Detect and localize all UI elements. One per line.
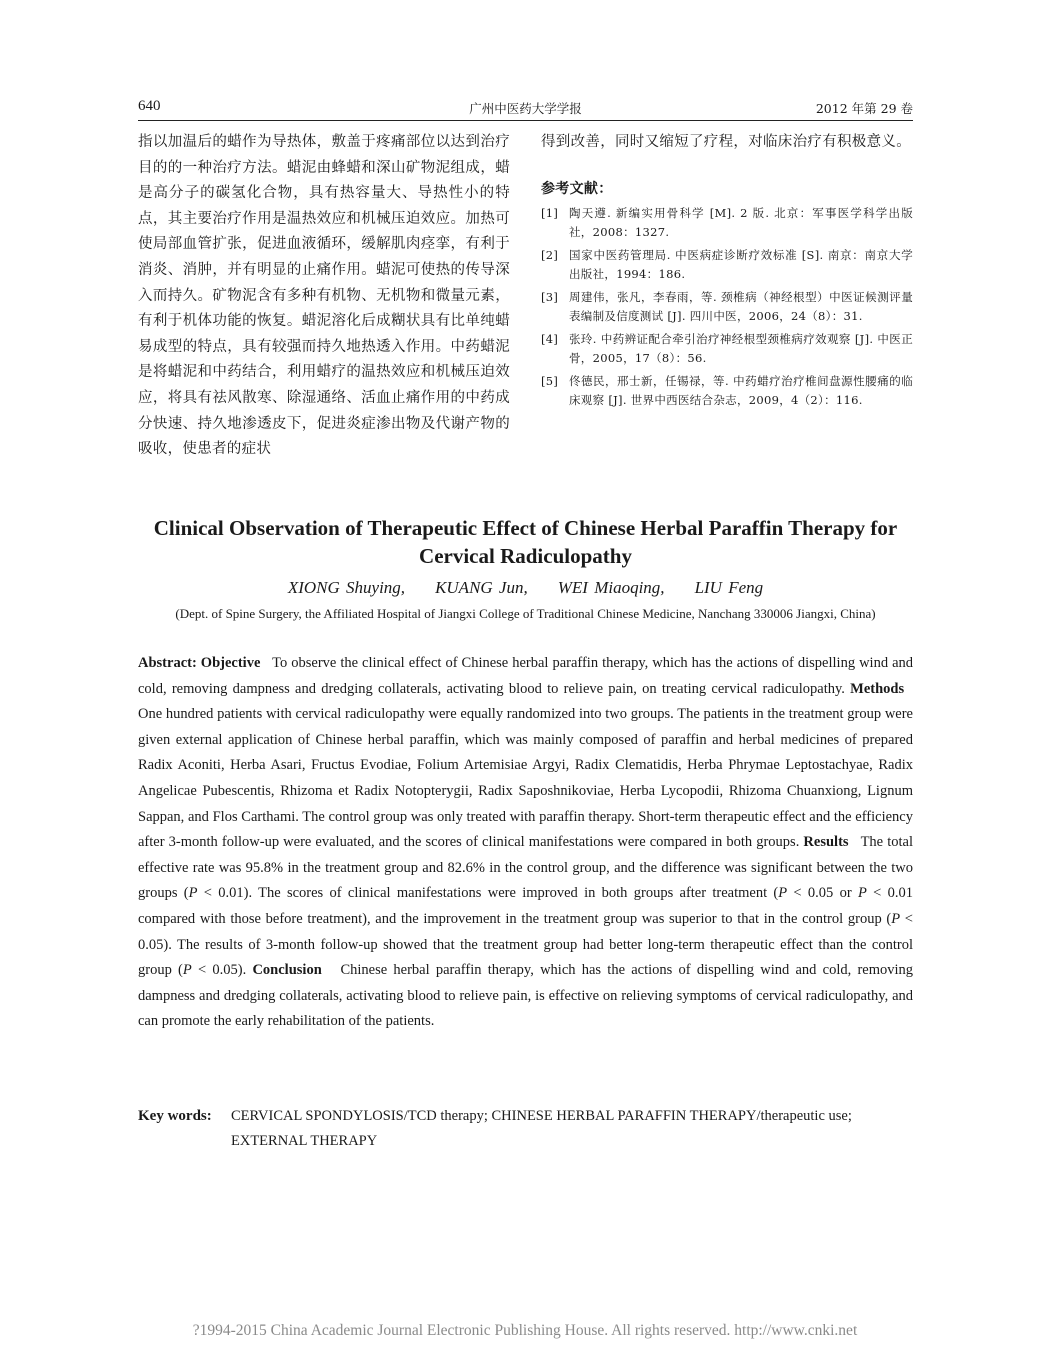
body-paragraph-continued: 得到改善，同时又缩短了疗程，对临床治疗有积极意义。: [541, 134, 911, 150]
reference-text: 张玲. 中药辨证配合牵引治疗神经根型颈椎病疗效观察 [J]. 中医正骨，2005，17（8）：56.: [569, 331, 913, 366]
author-list: [138, 578, 913, 598]
results-text: < 0.05 or: [787, 885, 858, 902]
left-column: [138, 130, 510, 463]
reference-text: 周建伟，张凡，李春雨，等. 颈椎病（神经根型）中医证候测评量表编制及信度测试 [J]. 四川中医，2006，24（8）：31.: [569, 289, 913, 324]
results-text: < 0.05).: [191, 962, 247, 979]
keywords-label: Key words:: [138, 1108, 212, 1124]
reference-text: 佟德民，邢士新，任锡禄，等. 中药蜡疗治疗椎间盘源性腰痛的临床观察 [J]. 世界中西医结合杂志，2009，4（2）：116.: [569, 373, 913, 408]
references-heading: 参考文献：: [541, 180, 613, 197]
reference-list: [541, 204, 913, 411]
reference-item: [541, 204, 913, 243]
page-number: 640: [138, 98, 161, 114]
english-title: Clinical Observation of Therapeutic Effect of Chinese Herbal Paraffin Therapy for Cervical Radiculopathy: [153, 516, 898, 568]
results-label: Results: [803, 834, 849, 851]
author-name: XIONG Shuying,: [287, 578, 406, 597]
reference-number: [4]: [541, 331, 559, 346]
methods-text: One hundred patients with cervical radiculopathy were equally randomized into two groups. The patients in the treatment group were given external application of Chinese herbal paraffin, which was mainly composed of paraffin and herbal medicines of prepared Radix Aconiti, Herba Asari, Fructus Evodiae, Folium Artemisiae Argyi, Radix Clematidis, Herba Phrymae Leptostachyae, Radix Angelicae Pubescentis, Rhizoma et Radix Notopterygii, Radix Saposhnikoviae, Herba Lycopodii, Rhizoma Chuanxiong, Lignum Sappan, and Flos Carthami. The control group was only treated with paraffin therapy. Short-term therapeutic effect and the efficiency after 3-month follow-up were evaluated, and the scores of clinical manifestations were compared in both groups.: [138, 706, 913, 851]
body-paragraph: 指以加温后的蜡作为导热体，敷盖于疼痛部位以达到治疗目的的一种治疗方法。蜡泥由蜂蜡和深山矿物泥组成，蜡是高分子的碳氢化合物，具有热容量大、导热性小的特点，其主要治疗作用是温热效应和机械压迫效应。加热可使局部血管扩张，促进血液循环，缓解肌肉痉挛，有利于消炎、消肿，并有明显的止痛作用。蜡泥可使热的传导深入而持久。矿物泥含有多种有机物、无机物和微量元素，有利于机体功能的恢复。蜡泥溶化后成糊状具有比单纯蜡易成型的特点，具有较强而持久地热透入作用。中药蜡泥是将蜡泥和中药结合，利用蜡疗的温热效应和机械压迫效应，将具有祛风散寒、除湿通络、活血止痛作用的中药成分快速、持久地渗透皮下，促进炎症渗出物及代谢产物的吸收，使患者的症状: [138, 134, 510, 458]
methods-label: Methods: [850, 680, 905, 697]
reference-number: [3]: [541, 289, 559, 304]
copyright-footer: ?1994-2015 China Academic Journal Electronic Publishing House. All rights reserved. http://www.cnki.net: [192, 1322, 858, 1339]
affiliation: (Dept. of Spine Surgery, the Affiliated Hospital of Jiangxi College of Traditional Chinese Medicine, Nanchang 330006 Jiangxi, China): [175, 606, 876, 621]
conclusion-label: Conclusion: [252, 962, 322, 979]
reference-text: 国家中医药管理局. 中医病症诊断疗效标准 [S]. 南京：南京大学出版社，1994：186.: [569, 247, 913, 282]
keywords-text: CERVICAL SPONDYLOSIS/TCD therapy; CHINESE HERBAL PARAFFIN THERAPY/therapeutic use; EXTERNAL THERAPY: [231, 1108, 852, 1149]
author-name: KUANG Jun,: [435, 578, 528, 597]
reference-number: [1]: [541, 205, 559, 220]
author-name: LIU Feng: [694, 578, 764, 597]
objective-text: To observe the clinical effect of Chinese herbal paraffin therapy, which has the actions of dispelling wind and cold, removing dampness and dredging collaterals, activating blood to relieve pain, on treating cervical radiculopathy.: [138, 655, 913, 697]
journal-volume: 2012 年第 29 卷: [815, 101, 913, 116]
reference-number: [2]: [541, 247, 559, 262]
p-value-symbol: P: [891, 910, 901, 927]
page-header: [138, 98, 913, 121]
english-abstract: [138, 651, 913, 1035]
reference-item: [541, 246, 913, 285]
results-text: < 0.05). The results of 3-month follow-up showed that the treatment group had better long-term therapeutic effect than the control group (: [138, 910, 913, 979]
right-column: [541, 130, 913, 414]
reference-text: 陶天遵. 新编实用骨科学 [M]. 2 版. 北京：军事医学科学出版社，2008：1327.: [569, 205, 913, 240]
p-value-symbol: P: [778, 885, 788, 902]
reference-item: [541, 288, 913, 327]
author-name: WEI Miaoqing,: [557, 578, 665, 597]
results-text: The total effective rate was 95.8% in the treatment group and 82.6% in the control group, and the difference was significant between the two groups (: [138, 834, 913, 902]
reference-number: [5]: [541, 373, 559, 388]
objective-label: Objective: [200, 655, 261, 671]
p-value-symbol: P: [857, 885, 867, 902]
reference-item: [541, 330, 913, 369]
results-text: < 0.01 compared with those before treatment), and the improvement in the treatment group was superior to that in the control group (: [138, 885, 913, 927]
reference-item: [541, 372, 913, 411]
results-text: < 0.01). The scores of clinical manifestations were improved in both groups after treatment (: [197, 885, 779, 902]
p-value-symbol: P: [182, 962, 192, 979]
abstract-label: Abstract:: [138, 655, 197, 671]
journal-name: 广州中医药大学学报: [469, 101, 582, 116]
p-value-symbol: P: [188, 885, 198, 902]
conclusion-text: Chinese herbal paraffin therapy, which has the actions of dispelling wind and cold, removing dampness and dredging collaterals, activating blood to relieve pain, is effective on relieving symptoms of cervical radiculopathy, and can promote the early rehabilitation of the patients.: [138, 962, 914, 1030]
